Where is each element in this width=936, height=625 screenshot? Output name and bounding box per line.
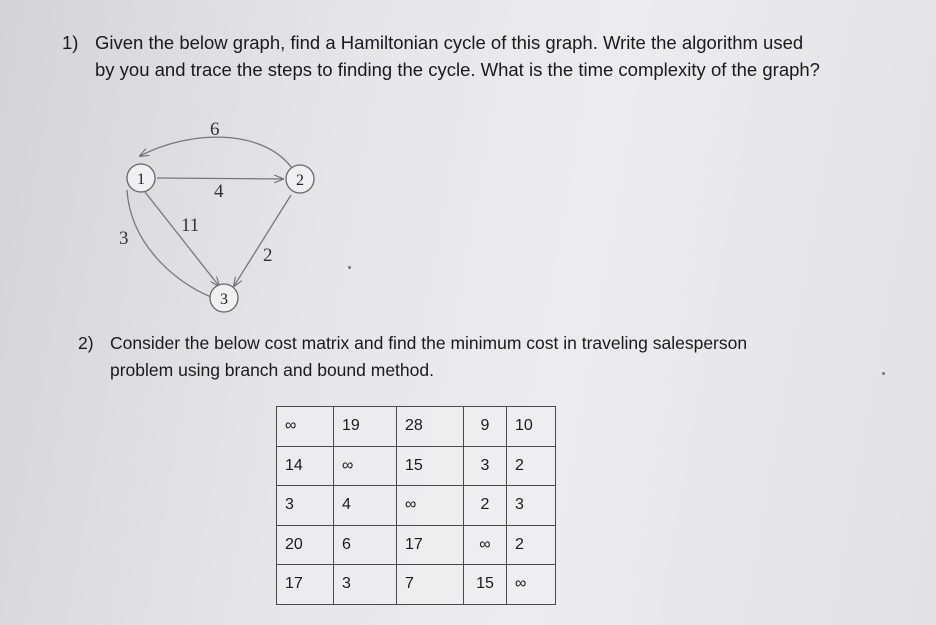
matrix-cell: 17 [397, 525, 464, 565]
matrix-cell: 14 [277, 446, 334, 486]
question-1-number: 1) [62, 32, 79, 53]
node-2 [286, 165, 314, 193]
matrix-cell: 20 [277, 525, 334, 565]
matrix-cell: 2 [507, 446, 556, 486]
matrix-cell: ∞ [464, 525, 507, 565]
matrix-cell: 17 [277, 565, 334, 605]
cost-matrix [276, 406, 556, 605]
matrix-cell: ∞ [277, 407, 334, 447]
matrix-cell: 3 [464, 446, 507, 486]
speck [348, 266, 351, 269]
edge-1-to-3 [145, 192, 219, 286]
node-3 [210, 284, 238, 312]
matrix-cell: 19 [334, 407, 397, 447]
matrix-cell: 3 [277, 486, 334, 526]
question-1-line-1: Given the below graph, find a Hamiltonian cycle of this graph. Write the algorithm used [95, 32, 804, 53]
question-2-number: 2) [78, 333, 94, 353]
matrix-cell: 6 [334, 525, 397, 565]
question-2-line-2: problem using branch and bound method. [110, 360, 434, 380]
matrix-cell: 10 [507, 407, 556, 447]
edge-label-2: 2 [263, 245, 273, 266]
matrix-cell: 2 [507, 525, 556, 565]
matrix-cell: 9 [464, 407, 507, 447]
edge-3-to-1 [127, 190, 211, 297]
matrix-cell: 3 [507, 486, 556, 526]
matrix-row [277, 565, 556, 605]
matrix-cell: 15 [397, 446, 464, 486]
node-1-label: 1 [137, 171, 145, 188]
matrix-cell: 3 [334, 565, 397, 605]
matrix-cell: 15 [464, 565, 507, 605]
matrix-cell: 28 [397, 407, 464, 447]
question-2-line-1: Consider the below cost matrix and find the minimum cost in traveling salesperson [110, 333, 748, 353]
node-1 [127, 164, 155, 192]
matrix-row [277, 407, 556, 447]
node-2-label: 2 [296, 172, 304, 189]
matrix-cell: 4 [334, 486, 397, 526]
edge-label-6: 6 [210, 119, 220, 140]
matrix-cell: ∞ [397, 486, 464, 526]
matrix-cell: 2 [464, 486, 507, 526]
edge-label-3: 3 [119, 228, 129, 249]
matrix-cell: ∞ [507, 565, 556, 605]
matrix-row [277, 525, 556, 565]
matrix-row [277, 446, 556, 486]
matrix-row [277, 486, 556, 526]
edge-2-to-1 [140, 137, 292, 168]
speck [882, 372, 885, 375]
edge-label-4: 4 [214, 181, 224, 202]
edge-label-11: 11 [181, 215, 200, 236]
node-3-label: 3 [220, 291, 228, 308]
matrix-cell: 7 [397, 565, 464, 605]
edge-1-to-2 [157, 178, 283, 179]
edge-2-to-3 [234, 195, 291, 286]
matrix-cell: ∞ [334, 446, 397, 486]
question-1-line-2: by you and trace the steps to finding the cycle. What is the time complexity of the graph? [95, 59, 820, 80]
